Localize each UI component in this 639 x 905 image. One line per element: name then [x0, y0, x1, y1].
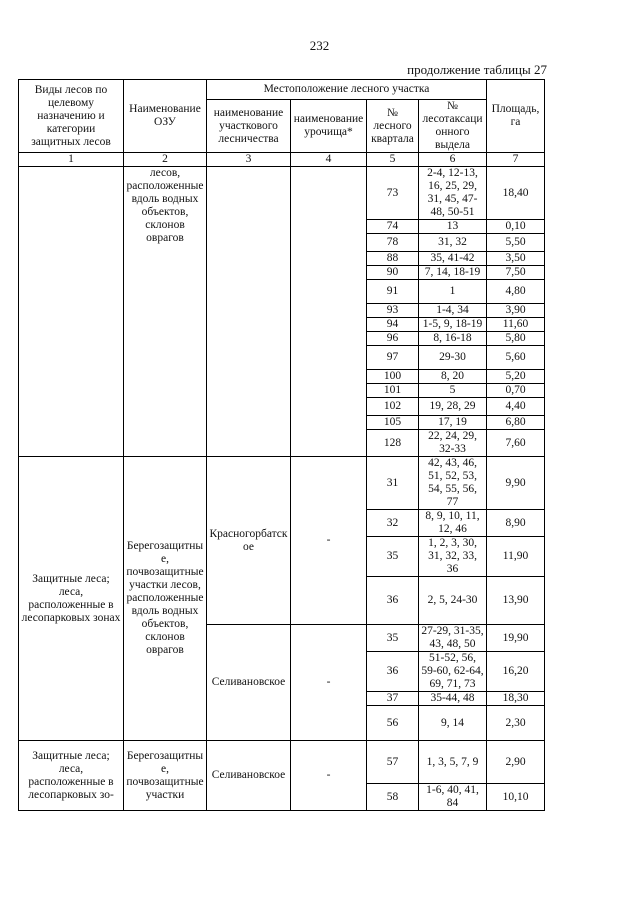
area-cell: 16,20: [487, 652, 545, 692]
area-cell: 4,80: [487, 280, 545, 304]
vydel-cell: 13: [419, 220, 487, 234]
area-cell: 3,90: [487, 304, 545, 318]
forest-kind-cell: Защитные леса; леса, расположенные в лесопарковых зонах: [19, 457, 124, 741]
area-cell: 0,70: [487, 384, 545, 398]
area-cell: 7,60: [487, 430, 545, 457]
quarter-cell: 93: [367, 304, 419, 318]
area-cell: 0,10: [487, 220, 545, 234]
quarter-cell: 37: [367, 692, 419, 706]
quarter-cell: 90: [367, 266, 419, 280]
header-lesnichestvo: наименование участкового лесничества: [207, 100, 291, 153]
vydel-cell: 19, 28, 29: [419, 398, 487, 416]
area-cell: 4,40: [487, 398, 545, 416]
vydel-cell: 31, 32: [419, 234, 487, 252]
column-number: 1: [19, 153, 124, 167]
header-location-group: Местоположение лесного участка: [207, 80, 487, 100]
ozu-name-cell: Берегозащитные, почвозащитные участки лесов, расположенные вдоль водных объектов, склонов оврагов: [124, 457, 207, 741]
lesnichestvo-cell: Селивановское: [207, 741, 291, 811]
column-number: 5: [367, 153, 419, 167]
vydel-cell: 1, 2, 3, 30, 31, 32, 33, 36: [419, 537, 487, 577]
header-urochishche: наименование урочища*: [291, 100, 367, 153]
vydel-cell: 35, 41-42: [419, 252, 487, 266]
vydel-cell: 8, 9, 10, 11, 12, 46: [419, 510, 487, 537]
quarter-cell: 91: [367, 280, 419, 304]
forest-kind-cell: Защитные леса; леса, расположенные в лесопарковых зо-: [19, 741, 124, 811]
header-row: [19, 80, 545, 100]
area-cell: 18,40: [487, 167, 545, 220]
column-number: 4: [291, 153, 367, 167]
quarter-cell: 128: [367, 430, 419, 457]
vydel-cell: 51-52, 56, 59-60, 62-64, 69, 71, 73: [419, 652, 487, 692]
vydel-cell: 2-4, 12-13, 16, 25, 29, 31, 45, 47-48, 50-51: [419, 167, 487, 220]
quarter-cell: 78: [367, 234, 419, 252]
quarter-cell: 94: [367, 318, 419, 332]
lesnichestvo-cell: Селивановское: [207, 625, 291, 741]
area-cell: 5,20: [487, 370, 545, 384]
quarter-cell: 57: [367, 741, 419, 784]
quarter-cell: 73: [367, 167, 419, 220]
column-number: 3: [207, 153, 291, 167]
quarter-cell: 101: [367, 384, 419, 398]
vydel-cell: 17, 19: [419, 416, 487, 430]
column-number: 6: [419, 153, 487, 167]
header-ozu-name: Наименование ОЗУ: [124, 80, 207, 153]
header-vydel: № лесотаксационного выдела: [419, 100, 487, 153]
quarter-cell: 88: [367, 252, 419, 266]
area-cell: 6,80: [487, 416, 545, 430]
lesnichestvo-cell: [207, 167, 291, 457]
forest-table: [18, 79, 545, 811]
table-row: [19, 457, 545, 510]
area-cell: 5,50: [487, 234, 545, 252]
vydel-cell: 1: [419, 280, 487, 304]
vydel-cell: 42, 43, 46, 51, 52, 53, 54, 55, 56, 77: [419, 457, 487, 510]
area-cell: 13,90: [487, 577, 545, 625]
page-number: 232: [309, 38, 330, 53]
table-row: [19, 167, 545, 220]
header-forest-kind: Виды лесов по целевому назначению и категории защитных лесов: [19, 80, 124, 153]
quarter-cell: 102: [367, 398, 419, 416]
quarter-cell: 100: [367, 370, 419, 384]
table-row: [19, 741, 545, 784]
vydel-cell: 1-4, 34: [419, 304, 487, 318]
area-cell: 7,50: [487, 266, 545, 280]
area-cell: 8,90: [487, 510, 545, 537]
ozu-name-cell: лесов, расположенные вдоль водных объектов, склонов оврагов: [124, 167, 207, 457]
quarter-cell: 36: [367, 652, 419, 692]
area-cell: 18,30: [487, 692, 545, 706]
area-cell: 5,60: [487, 346, 545, 370]
area-cell: 3,50: [487, 252, 545, 266]
header-area: Площадь, га: [487, 80, 545, 153]
quarter-cell: 105: [367, 416, 419, 430]
lesnichestvo-cell: Красногорбатское: [207, 457, 291, 625]
area-cell: 5,80: [487, 332, 545, 346]
vydel-cell: 1, 3, 5, 7, 9: [419, 741, 487, 784]
quarter-cell: 31: [367, 457, 419, 510]
column-number: 7: [487, 153, 545, 167]
urochishche-cell: -: [291, 457, 367, 625]
area-cell: 19,90: [487, 625, 545, 652]
vydel-cell: 2, 5, 24-30: [419, 577, 487, 625]
vydel-cell: 27-29, 31-35, 43, 48, 50: [419, 625, 487, 652]
area-cell: 9,90: [487, 457, 545, 510]
area-cell: 10,10: [487, 784, 545, 811]
header-quarter: № лесного квартала: [367, 100, 419, 153]
vydel-cell: 1-6, 40, 41, 84: [419, 784, 487, 811]
quarter-cell: 96: [367, 332, 419, 346]
vydel-cell: 8, 20: [419, 370, 487, 384]
quarter-cell: 56: [367, 706, 419, 741]
column-number: 2: [124, 153, 207, 167]
vydel-cell: 5: [419, 384, 487, 398]
vydel-cell: 29-30: [419, 346, 487, 370]
area-cell: 11,90: [487, 537, 545, 577]
vydel-cell: 8, 16-18: [419, 332, 487, 346]
vydel-cell: 1-5, 9, 18-19: [419, 318, 487, 332]
quarter-cell: 35: [367, 625, 419, 652]
vydel-cell: 35-44, 48: [419, 692, 487, 706]
vydel-cell: 7, 14, 18-19: [419, 266, 487, 280]
vydel-cell: 9, 14: [419, 706, 487, 741]
area-cell: 11,60: [487, 318, 545, 332]
quarter-cell: 36: [367, 577, 419, 625]
ozu-name-cell: Берегозащитные, почвозащитные участки: [124, 741, 207, 811]
vydel-cell: 22, 24, 29, 32-33: [419, 430, 487, 457]
column-number-row: [19, 153, 545, 167]
area-cell: 2,90: [487, 741, 545, 784]
table-continuation-label: продолжение таблицы 27: [407, 62, 547, 77]
quarter-cell: 58: [367, 784, 419, 811]
urochishche-cell: -: [291, 741, 367, 811]
urochishche-cell: [291, 167, 367, 457]
quarter-cell: 35: [367, 537, 419, 577]
quarter-cell: 97: [367, 346, 419, 370]
quarter-cell: 32: [367, 510, 419, 537]
area-cell: 2,30: [487, 706, 545, 741]
urochishche-cell: -: [291, 625, 367, 741]
forest-kind-cell: [19, 167, 124, 457]
quarter-cell: 74: [367, 220, 419, 234]
